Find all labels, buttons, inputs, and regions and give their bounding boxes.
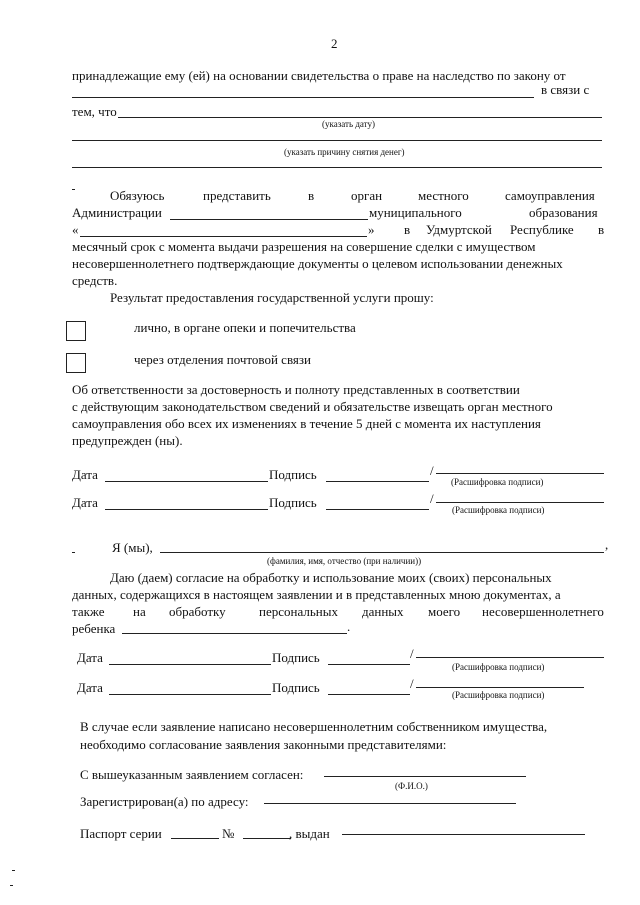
administration-text: Администрации — [72, 205, 162, 220]
minor-owner-line: необходимо согласование заявления законными представителями: — [80, 737, 447, 752]
responsibility-line: предупрежден (ны). — [72, 433, 183, 448]
slash: / — [430, 491, 434, 506]
stray-mark — [72, 552, 75, 553]
reason-fill-line-2 — [72, 167, 602, 168]
signature-label: Подпись — [269, 467, 317, 482]
hint-reason: (указать причину снятия денег) — [284, 147, 405, 157]
in-connection-text: в связи с — [541, 82, 590, 97]
period: . — [347, 619, 351, 634]
inheritance-fill-line — [72, 97, 534, 98]
consent-word: данных — [362, 604, 404, 619]
signature-label: Подпись — [272, 680, 320, 695]
obligation-word: самоуправления — [505, 188, 595, 203]
signature-field[interactable] — [326, 509, 429, 510]
date-field[interactable] — [105, 481, 268, 482]
passport-number-field[interactable] — [243, 838, 291, 839]
date-field[interactable] — [109, 694, 271, 695]
signature-field[interactable] — [328, 694, 410, 695]
signature-label: Подпись — [269, 495, 317, 510]
consent-line: Даю (даем) согласие на обработку и использование моих (своих) персональных — [110, 570, 552, 585]
consent-word: также — [72, 604, 105, 619]
fio-hint: (фамилия, имя, отчество (при наличии)) — [267, 556, 422, 566]
decryption-hint: (Расшифровка подписи) — [452, 690, 545, 700]
obligation-word: Обязуюсь — [110, 188, 165, 203]
decryption-hint: (Расшифровка подписи) — [452, 662, 545, 672]
consent-word: несовершеннолетнего — [482, 604, 604, 619]
municipal-text: муниципального — [369, 205, 462, 220]
result-heading: Результат предоставления государственной услуги прошу: — [110, 290, 434, 305]
signature-field[interactable] — [328, 664, 410, 665]
responsibility-line: с действующим законодательством сведений и обязательстве извещать орган местного — [72, 399, 553, 414]
tem-chto-text: тем, что — [72, 104, 117, 119]
post-option-label: через отделения почтовой связи — [134, 352, 311, 367]
obligation-word: в — [598, 222, 605, 237]
comma: , — [605, 537, 609, 552]
agreed-fio-field[interactable] — [324, 776, 526, 777]
responsibility-line: самоуправления обо всех их изменениях в течение 5 дней с момента их наступления — [72, 416, 541, 431]
date-field[interactable] — [105, 509, 268, 510]
issued-label: , выдан — [289, 826, 330, 841]
stray-mark — [12, 870, 15, 871]
consent-word: моего — [428, 604, 461, 619]
registered-label: Зарегистрирован(а) по адресу: — [80, 794, 249, 809]
minor-owner-line: В случае если заявление написано несовершеннолетним собственником имущества, — [80, 719, 548, 734]
municipality-fill-line — [80, 236, 367, 237]
ya-my-text: Я (мы), — [112, 540, 153, 555]
number-sign: № — [222, 826, 235, 841]
slash: / — [410, 646, 414, 661]
decryption-hint: (Расшифровка подписи) — [451, 477, 544, 487]
obligation-word: в — [308, 188, 315, 203]
date-label: Дата — [72, 467, 98, 482]
obligation-word: представить — [203, 188, 271, 203]
date-label: Дата — [77, 650, 103, 665]
formation-text: образования — [529, 205, 598, 220]
rebenka-text: ребенка — [72, 621, 116, 636]
decryption-field[interactable] — [416, 687, 584, 688]
stray-mark — [10, 885, 13, 886]
child-fill-line[interactable] — [122, 633, 347, 634]
obligation-word: Удмуртской — [426, 222, 492, 237]
decryption-field[interactable] — [436, 473, 604, 474]
agreed-label: С вышеуказанным заявлением согласен: — [80, 767, 304, 782]
signature-label: Подпись — [272, 650, 320, 665]
reason-fill-line — [72, 140, 602, 141]
personal-option-label: лично, в органе опеки и попечительства — [134, 320, 356, 335]
date-label: Дата — [77, 680, 103, 695]
obligation-word: в — [404, 222, 411, 237]
page-number: 2 — [331, 36, 338, 51]
consent-word: обработку — [169, 604, 226, 619]
personal-checkbox[interactable] — [66, 321, 86, 341]
responsibility-line: Об ответственности за достоверность и полноту представленных в соответствии — [72, 382, 520, 397]
date-field[interactable] — [109, 664, 271, 665]
issued-by-field[interactable] — [342, 834, 585, 835]
consent-line: данных, содержащихся в настоящем заявлении и в представленных мною документах, а — [72, 587, 561, 602]
passport-series-field[interactable] — [171, 838, 219, 839]
obligation-line: месячный срок с момента выдачи разрешения на совершение сделки с имуществом — [72, 239, 536, 254]
decryption-hint: (Расшифровка подписи) — [452, 505, 545, 515]
obligation-line: несовершеннолетнего подтверждающие документы о целевом использовании денежных — [72, 256, 563, 271]
stray-mark — [72, 189, 75, 190]
obligation-word: орган — [351, 188, 383, 203]
date-fill-line — [118, 117, 602, 118]
obligation-word: местного — [418, 188, 469, 203]
post-checkbox[interactable] — [66, 353, 86, 373]
fio-fill-line[interactable] — [160, 552, 604, 553]
administration-fill-line — [170, 219, 368, 220]
decryption-field[interactable] — [416, 657, 604, 658]
obligation-word: Республике — [510, 222, 574, 237]
quote-close: » — [368, 222, 375, 237]
passport-label: Паспорт серии — [80, 826, 162, 841]
slash: / — [410, 676, 414, 691]
slash: / — [430, 463, 434, 478]
date-label: Дата — [72, 495, 98, 510]
signature-field[interactable] — [326, 481, 429, 482]
obligation-line: средств. — [72, 273, 118, 288]
decryption-field[interactable] — [436, 502, 604, 503]
hint-date: (указать дату) — [322, 119, 375, 129]
fio-hint: (Ф.И.О.) — [395, 781, 428, 791]
consent-word: на — [133, 604, 146, 619]
inheritance-text: принадлежащие ему (ей) на основании свидетельства о праве на наследство по закону от — [72, 68, 566, 83]
consent-word: персональных — [259, 604, 338, 619]
quote-open: « — [72, 222, 79, 237]
address-field[interactable] — [264, 803, 516, 804]
